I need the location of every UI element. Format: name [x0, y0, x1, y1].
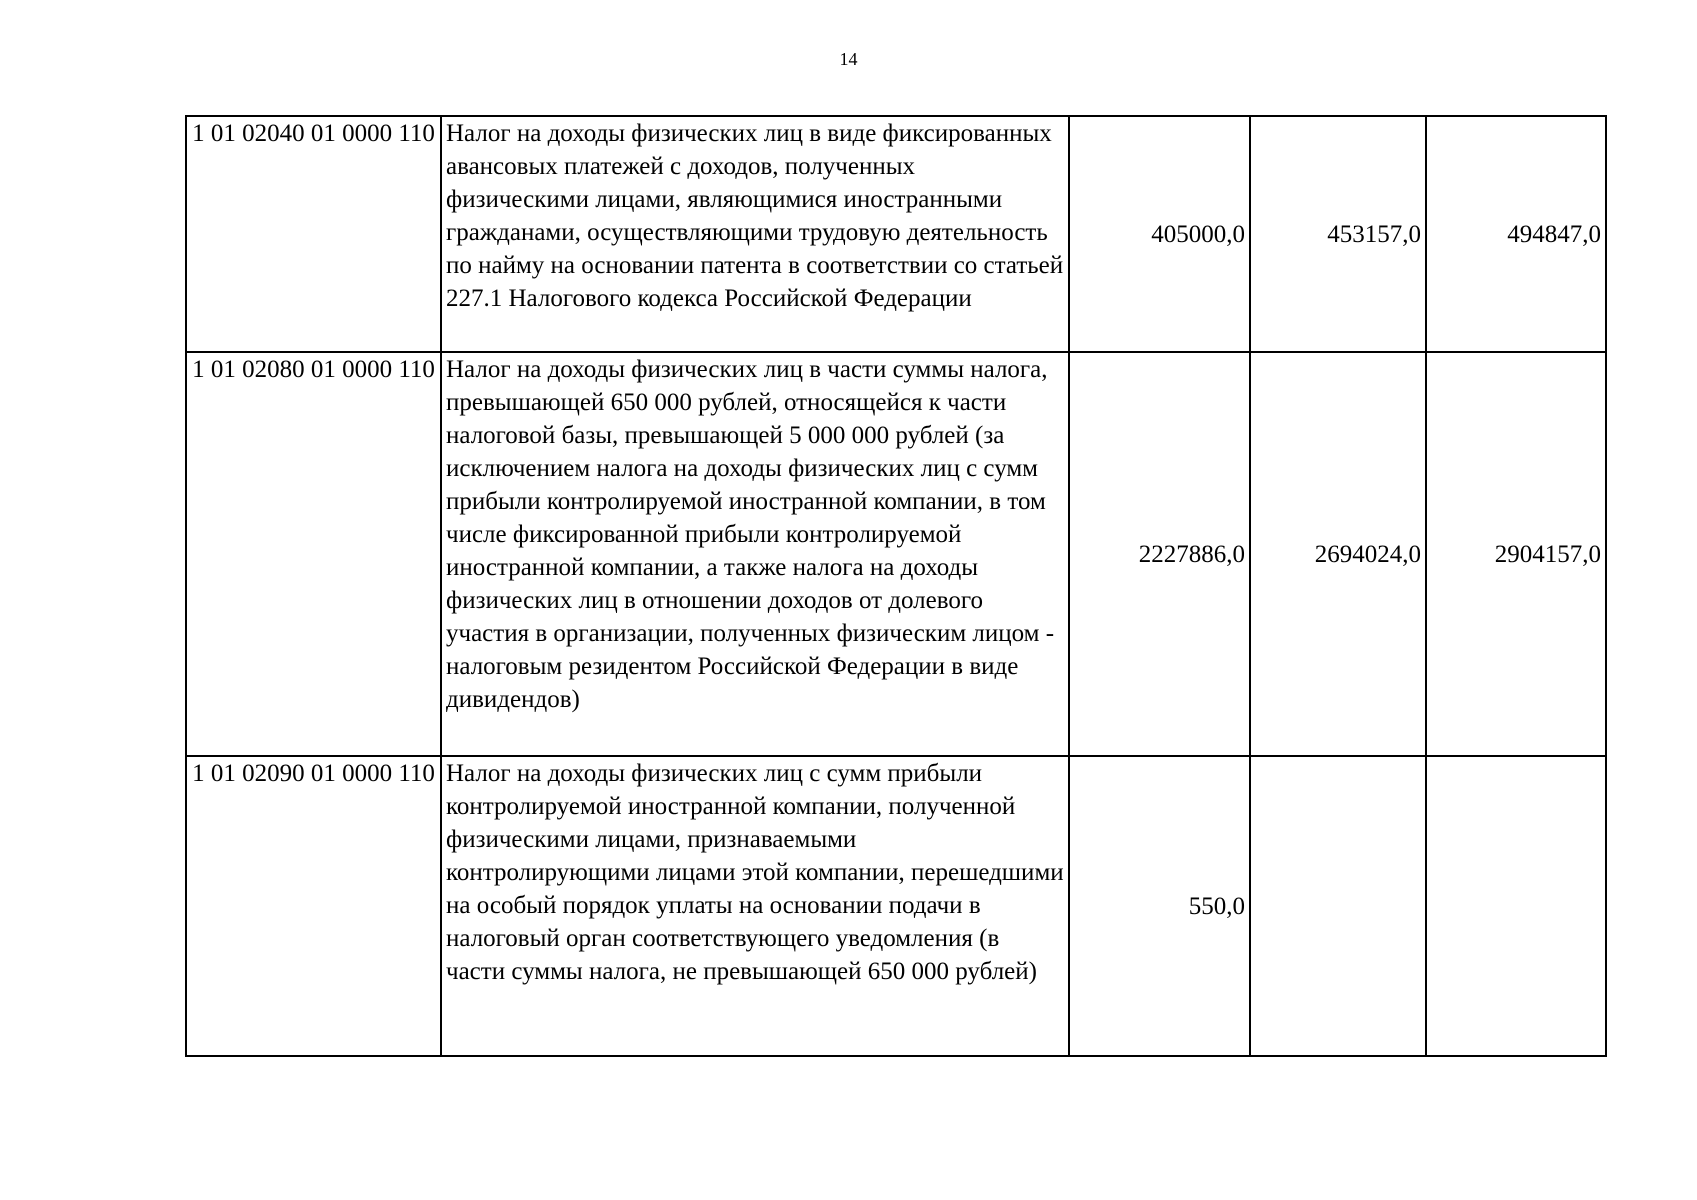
budget-classification-code: 1 01 02080 01 0000 110: [186, 352, 441, 756]
revenue-name: Налог на доходы физических лиц в виде фиксированных авансовых платежей с доходов, полученных физическими лицами, являющимися иностранными гражданами, осуществляющими трудовую деятельность по найму на основании патента в соответствии со статьей 227.1 Налогового кодекса Российской Федерации: [441, 116, 1069, 352]
amount-year-3: 2904157,0: [1426, 352, 1606, 756]
table-row: [186, 116, 1606, 352]
amount-year-1: 405000,0: [1069, 116, 1250, 352]
amount-year-1: 550,0: [1069, 756, 1250, 1056]
table-row: [186, 756, 1606, 1056]
page-number: 14: [839, 49, 858, 69]
budget-revenue-table: [185, 115, 1607, 1057]
revenue-name: Налог на доходы физических лиц с сумм прибыли контролируемой иностранной компании, полученной физическими лицами, признаваемыми контролирующими лицами этой компании, перешедшими на особый порядок уплаты на основании подачи в налоговый орган соответствующего уведомления (в части суммы налога, не превышающей 650 000 рублей): [441, 756, 1069, 1056]
amount-year-2: [1250, 756, 1426, 1056]
amount-year-2: 453157,0: [1250, 116, 1426, 352]
amount-year-2: 2694024,0: [1250, 352, 1426, 756]
revenue-name: Налог на доходы физических лиц в части суммы налога, превышающей 650 000 рублей, относящейся к части налоговой базы, превышающей 5 000 000 рублей (за исключением налога на доходы физических лиц с сумм прибыли контролируемой иностранной компании, в том числе фиксированной прибыли контролируемой иностранной компании, а также налога на доходы физических лиц в отношении доходов от долевого участия в организации, полученных физическим лицом - налоговым резидентом Российской Федерации в виде дивидендов): [441, 352, 1069, 756]
table-row: [186, 352, 1606, 756]
amount-year-3: 494847,0: [1426, 116, 1606, 352]
amount-year-3: [1426, 756, 1606, 1056]
amount-year-1: 2227886,0: [1069, 352, 1250, 756]
budget-classification-code: 1 01 02040 01 0000 110: [186, 116, 441, 352]
budget-classification-code: 1 01 02090 01 0000 110: [186, 756, 441, 1056]
